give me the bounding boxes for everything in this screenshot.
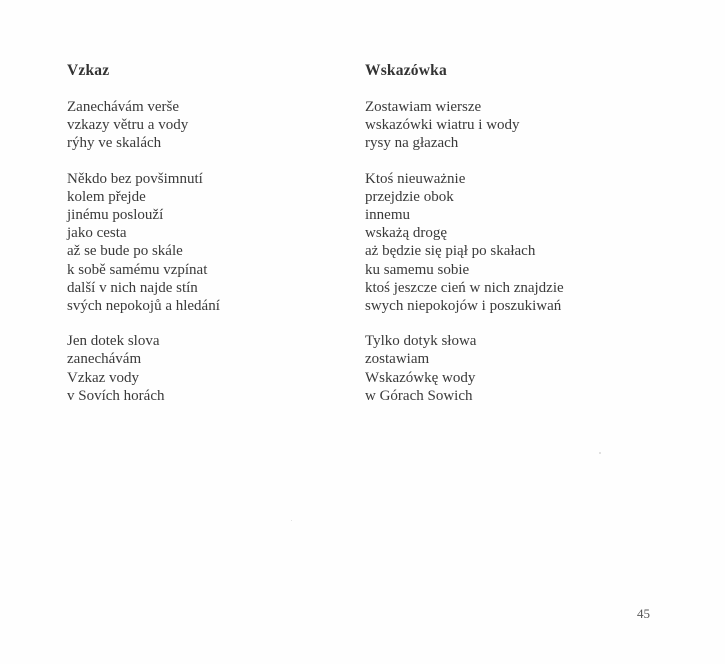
poem-line: k sobě samému vzpínat [67,261,208,278]
paper-speck [599,452,601,454]
czech-stanza-3 [67,332,220,405]
poem-line: Vzkaz vody [67,369,140,386]
poem-line: v Sovích horách [67,387,165,404]
poem-line: rýhy ve skalách [67,135,162,152]
poem-line: ku samemu sobie [365,261,470,278]
poem-line: vzkazy větru a vody [67,117,189,134]
poem-line: jako cesta [67,225,127,242]
poem-line: aż będzie się piął po skałach [365,243,536,260]
poem-line: ktoś jeszcze cień w nich znajdzie [365,279,564,296]
czech-poem-title: Vzkaz [67,62,110,79]
poem-line: Jen dotek slova [67,333,160,350]
polish-poem [365,62,564,422]
poem-line: w Górach Sowich [365,387,473,404]
poem-line: rysy na głazach [365,135,459,152]
poem-line: Někdo bez povšimnutí [67,170,203,187]
poem-line: kolem přejde [67,188,146,205]
czech-stanza-2 [67,170,220,316]
polish-stanza-3 [365,332,564,405]
poem-line: innemu [365,207,410,224]
poem-line: Zostawiam wiersze [365,99,482,115]
poem-line: jinému poslouží [67,207,164,224]
poem-line: další v nich najde stín [67,279,198,296]
poem-line: zostawiam [365,351,430,368]
polish-stanza-2 [365,170,564,316]
poem-line: swych niepokojów i poszukiwań [365,298,562,315]
poem-line: Wskazówkę wody [365,369,476,386]
paper-speck [291,520,292,521]
polish-stanza-1 [365,98,564,153]
page-number: 45 [637,606,650,621]
poem-line: wskazówki wiatru i wody [365,117,520,134]
czech-stanza-1 [67,98,220,153]
czech-poem [67,62,220,422]
poem-line: až se bude po skále [67,243,183,260]
poem-line: przejdzie obok [365,188,454,205]
polish-poem-title: Wskazówka [365,62,447,79]
poem-line: zanechávám [67,351,142,368]
poem-line: Tylko dotyk słowa [365,333,477,350]
poem-line: Zanechávám verše [67,99,180,115]
poem-line: svých nepokojů a hledání [67,298,220,315]
poem-line: Ktoś nieuważnie [365,170,466,187]
poem-line: wskażą drogę [365,225,448,242]
